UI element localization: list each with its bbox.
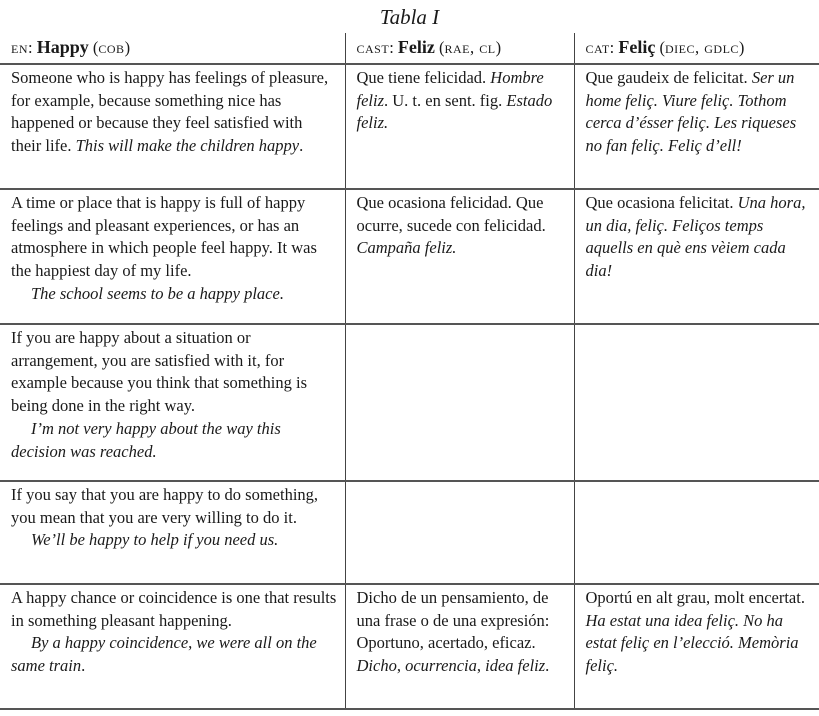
header-cast: cast: Feliz (rae, cl) <box>345 33 574 64</box>
definition: A time or place that is happy is full of happy feelings and pleasant experiences, or has an atmosphere in which people feel happy. It was the happiest day of my life. <box>11 192 317 281</box>
dictionary-comparison-table <box>0 33 819 710</box>
header-source: diec, gdlc <box>665 38 739 57</box>
example: Una hora, un dia, feliç. Feliços temps aquells en què ens vèiem cada dia! <box>585 192 806 281</box>
example: I’m not very happy about the way this decision was reached. <box>11 418 281 461</box>
table-row <box>0 584 819 709</box>
example: Ser un home feliç. Viure feliç. Tothom cerca d’ésser feliç. Les riqueses no fan feliç. Feliç d’ell! <box>585 67 797 156</box>
header-row <box>0 33 819 64</box>
cell-cat <box>574 324 819 481</box>
cell-en <box>0 189 345 324</box>
table-row <box>0 481 819 584</box>
punctuation: , <box>188 633 197 653</box>
cell-cat <box>574 64 819 189</box>
cell-cat <box>574 584 819 709</box>
table-row <box>0 189 819 324</box>
header-en: en: Happy (cob) <box>0 33 345 64</box>
example: Ha estat una idea feliç. No ha estat feliç en l’elecció. Memòria feliç. <box>585 610 799 676</box>
cell-cat <box>574 189 819 324</box>
example: This will make the children happy <box>75 136 300 156</box>
definition: A happy chance or coincidence is one that results in something pleasant happening. <box>11 587 337 630</box>
header-lang: cast <box>356 38 390 57</box>
example: ocurrencia <box>405 656 477 676</box>
example: Estado feliz. <box>356 90 553 133</box>
header-word: Feliz <box>397 37 435 57</box>
punctuation: , <box>396 656 406 676</box>
example: The school seems to be a happy place. <box>31 283 284 303</box>
header-lang: cat <box>585 38 610 57</box>
table-row <box>0 64 819 189</box>
example: we were all on the same train <box>11 633 317 676</box>
cell-cast <box>345 189 574 324</box>
cell-en <box>0 481 345 584</box>
cell-en <box>0 584 345 709</box>
cell-en <box>0 324 345 481</box>
cell-cast <box>345 324 574 481</box>
definition: Dicho de un pensamiento, de una frase o de una expresión: Oportuno, acertado, eficaz. <box>356 587 550 653</box>
definition: If you are happy about a situation or arrangement, you are satisfied with it, for example because you think that something is being done in the right way. <box>11 327 308 416</box>
punctuation: . <box>81 656 86 676</box>
header-word: Feliç <box>618 37 656 57</box>
cell-cast <box>345 584 574 709</box>
header-source: cob <box>98 38 125 57</box>
example: By a happy coincidence <box>31 633 189 653</box>
header-word: Happy <box>36 37 89 57</box>
example: Campaña feliz. <box>356 238 457 258</box>
cell-cast <box>345 481 574 584</box>
definition: If you say that you are happy to do something, you mean that you are very willing to do it. <box>11 484 319 527</box>
example: Dicho <box>356 656 397 676</box>
punctuation: , <box>476 656 486 676</box>
example: We’ll be happy to help if you need us. <box>31 530 279 550</box>
header-source: rae, cl <box>444 38 496 57</box>
definition: Que ocasiona felicitat. <box>585 192 734 212</box>
punctuation: . <box>299 136 304 156</box>
example: idea feliz <box>485 656 546 676</box>
header-cat: cat: Feliç (diec, gdlc) <box>574 33 819 64</box>
definition: Que tiene felicidad. <box>356 67 487 87</box>
punctuation: . <box>545 656 550 676</box>
table-title: Tabla I <box>379 5 440 29</box>
cell-en <box>0 64 345 189</box>
cell-cast <box>345 64 574 189</box>
definition: Que ocasiona felicidad. Que ocurre, sucede con felicidad. <box>356 192 546 235</box>
cell-cat <box>574 481 819 584</box>
definition: Que gaudeix de felicitat. <box>585 67 748 87</box>
example: Hombre feliz <box>356 67 544 110</box>
definition: Someone who is happy has feelings of pleasure, for example, because something nice has happened or because they feel satisfied with their life. <box>11 67 329 156</box>
header-lang: en <box>11 38 28 57</box>
definition-note: . U. t. en sent. fig. <box>384 90 503 110</box>
table-row <box>0 324 819 481</box>
definition: Oportú en alt grau, molt encertat. <box>585 587 805 607</box>
